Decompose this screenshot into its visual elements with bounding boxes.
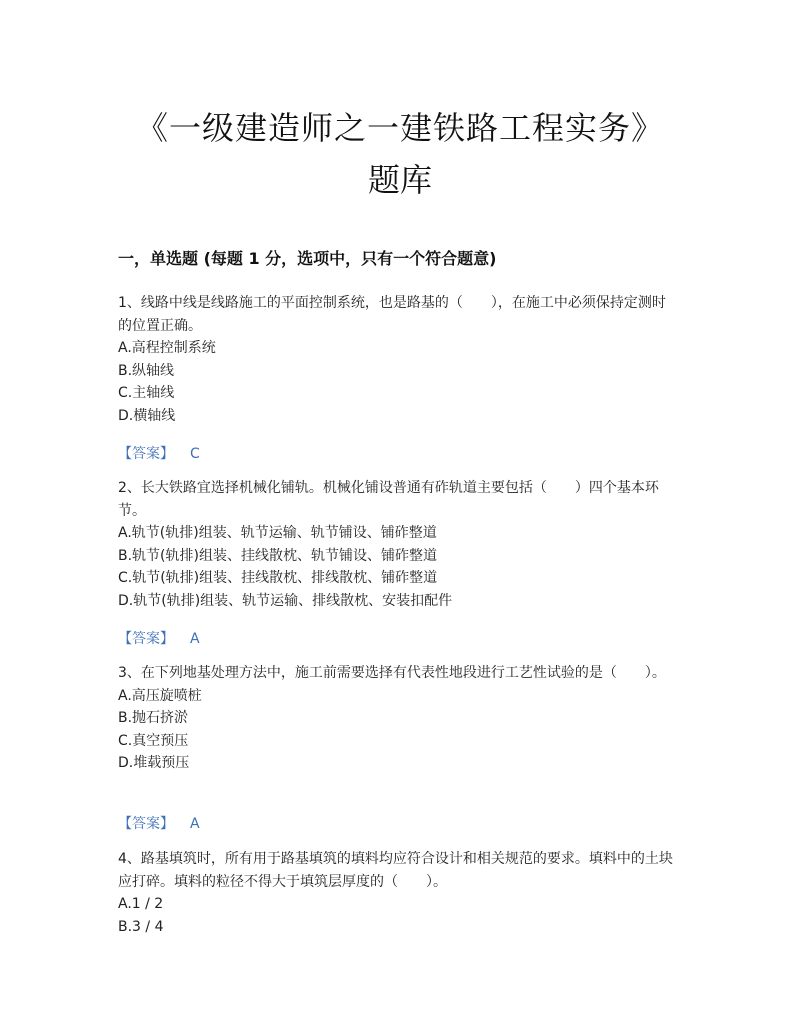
question-stem: 4、路基填筑时，所有用于路基填筑的填料均应符合设计和相关规范的要求。填料中的土块应打碎。填料的粒径不得大于填筑层厚度的（ ）。 [118, 851, 673, 890]
answer-label: 【答案】 [118, 631, 174, 647]
answer-label: 【答案】 [118, 446, 174, 462]
document-title-line2: 题库 [367, 161, 432, 199]
question-4 [118, 848, 678, 938]
question-2 [118, 477, 678, 612]
question-stem: 2、长大铁路宜选择机械化铺轨。机械化铺设普通有砟轨道主要包括（ ）四个基本环节。 [118, 480, 659, 519]
option-b: B.3 / 4 [118, 918, 164, 935]
answer-value: A [190, 631, 200, 647]
question-stem: 1、线路中线是线路施工的平面控制系统，也是路基的（ ），在施工中必须保持定测时的位置正确。 [118, 295, 666, 334]
option-d: D.堆载预压 [118, 755, 190, 771]
answer-1 [118, 443, 200, 463]
question-stem: 3、在下列地基处理方法中，施工前需要选择有代表性地段进行工艺性试验的是（ ）。 [118, 665, 666, 681]
option-b: B.抛石挤淤 [118, 710, 189, 726]
section-heading: 一，单选题 (每题 1 分，选项中，只有一个符合题意) [118, 249, 497, 268]
option-a: A.高压旋喷桩 [118, 687, 202, 704]
option-d: D.横轴线 [118, 407, 176, 424]
option-a: A.轨节(轨排)组装、轨节运输、轨节铺设、铺砟整道 [118, 525, 437, 541]
answer-3 [118, 813, 200, 833]
option-d: D.轨节(轨排)组装、轨节运输、排线散枕、安装扣配件 [118, 592, 453, 609]
answer-value: A [190, 816, 200, 832]
option-c: C.真空预压 [118, 732, 189, 749]
document-title-line1: 《一级建造师之一建铁路工程实务》 [135, 109, 664, 147]
option-c: C.主轴线 [118, 385, 175, 401]
answer-label: 【答案】 [118, 816, 174, 832]
option-c: C.轨节(轨排)组装、挂线散枕、排线散枕、铺砟整道 [118, 570, 438, 586]
option-b: B.轨节(轨排)组装、挂线散枕、轨节铺设、铺砟整道 [118, 547, 437, 564]
question-3 [118, 662, 678, 775]
answer-2 [118, 628, 200, 648]
option-b: B.纵轴线 [118, 362, 175, 379]
option-a: A.1 / 2 [118, 896, 164, 912]
option-a: A.高程控制系统 [118, 340, 216, 356]
question-1 [118, 292, 678, 427]
answer-value: C [190, 446, 200, 462]
